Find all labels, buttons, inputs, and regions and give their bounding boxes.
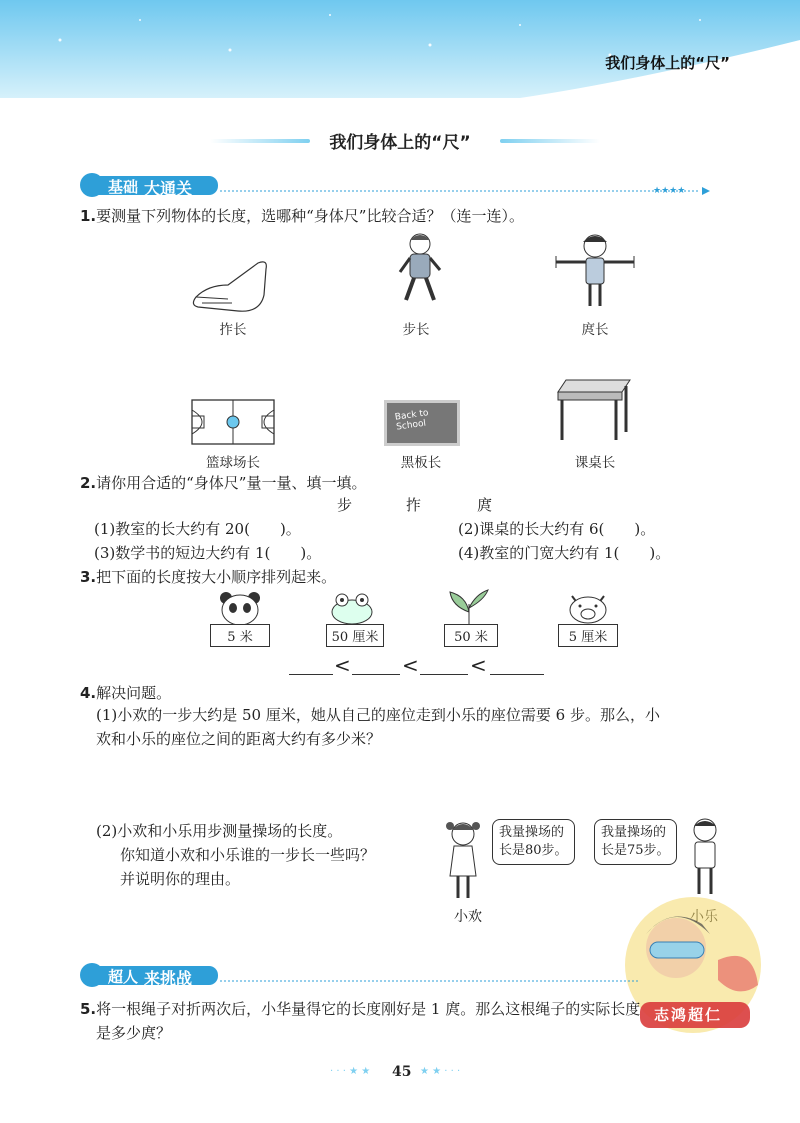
question-number: 4. (80, 684, 97, 702)
pig-icon (566, 592, 610, 624)
length-box-1: 5 米 (210, 624, 270, 647)
section-label-b: 来挑战 (144, 969, 193, 988)
frog-icon (328, 590, 376, 626)
less-than-1: < (334, 653, 351, 677)
fill-item-1: (1)教室的长大约有 20( )。 (94, 520, 301, 538)
option-armspan: 庹 (477, 496, 493, 514)
section-label-a: 超人 (108, 968, 139, 986)
blackboard-text: Back to (394, 408, 430, 423)
bubble-line: 我量操场的 (601, 825, 667, 840)
question-number: 5. (80, 1000, 97, 1018)
page-number: 45 (392, 1064, 412, 1080)
option-span: 拃 (406, 496, 422, 514)
footer-dots-right: ★ ★ · · · (420, 1066, 461, 1077)
bubble-line: 我量操场的 (499, 825, 565, 840)
q4-sub2-line3: 并说明你的理由。 (120, 870, 241, 888)
q4-sub2-line2: 你知道小欢和小乐谁的一步长一些吗？ (120, 846, 376, 864)
section-label-a: 基础 (108, 178, 139, 196)
question-2 (80, 472, 366, 494)
caption-desk: 课桌长 (574, 455, 616, 471)
caption-span: 拃长 (219, 322, 247, 338)
order-blank-2[interactable] (352, 674, 400, 675)
question-3 (80, 566, 336, 588)
sky-banner (0, 0, 800, 98)
caption-blackboard: 黑板长 (400, 455, 442, 471)
less-than-3: < (470, 653, 487, 677)
blackboard-text-2: School (395, 418, 427, 433)
speech-bubble-right (594, 819, 677, 865)
svg-text:★★★★: ★★★★ (653, 186, 686, 196)
walking-boy-image (390, 230, 450, 310)
order-blank-3[interactable] (420, 674, 468, 675)
speech-bubble-left (492, 819, 575, 865)
arms-spread-girl-image (552, 228, 638, 312)
caption-court: 篮球场长 (206, 455, 260, 471)
panda-icon (218, 590, 262, 626)
question-text: 把下面的长度按大小顺序排列起来。 (96, 568, 337, 586)
section-header-challenge (78, 963, 638, 987)
q4-sub2-line1: (2)小欢和小乐用步测量操场的长度。 (96, 822, 343, 840)
fill-item-2: (2)课桌的长大约有 6( )。 (458, 520, 656, 538)
blackboard-image (384, 400, 460, 446)
length-box-2: 50 厘米 (326, 624, 384, 647)
q4-sub1-line1: (1)小欢的一步大约是 50 厘米，她从自己的座位走到小乐的座位需要 6 步。那么，小 (96, 706, 660, 724)
page-header (0, 0, 800, 98)
section-header-basic (78, 173, 718, 197)
question-1 (80, 205, 524, 227)
name-xiaohuan: 小欢 (454, 909, 482, 925)
question-5 (80, 998, 640, 1020)
question-number: 1. (80, 207, 97, 225)
q4-sub1-line2: 欢和小乐的座位之间的距离大约有多少米？ (96, 730, 382, 748)
question-4 (80, 682, 171, 704)
caption-armspan: 庹长 (581, 322, 609, 338)
section-label-b: 大通关 (144, 179, 193, 198)
watermark-text: 志鸿超仁 (654, 1006, 723, 1024)
question-number: 2. (80, 474, 97, 492)
length-box-3: 50 米 (444, 624, 498, 647)
length-box-4: 5 厘米 (558, 624, 618, 647)
option-stride: 步 (337, 496, 353, 514)
bubble-line: 长是75步。 (601, 843, 670, 858)
less-than-2: < (402, 653, 419, 677)
question-text: 解决问题。 (96, 684, 172, 702)
caption-stride: 步长 (402, 322, 430, 338)
question-text: 将一根绳子对折两次后，小华量得它的长度刚好是 1 庹。那么这根绳子的实际长度 (96, 1000, 641, 1018)
fill-item-3: (3)数学书的短边大约有 1( )。 (94, 544, 322, 562)
girl-xiaohuan-image (440, 818, 486, 902)
plant-icon (446, 588, 492, 626)
running-title: 我们身体上的“尺” (605, 54, 730, 72)
bubble-line: 长是80步。 (499, 843, 568, 858)
order-blank-4[interactable] (490, 674, 544, 675)
question-number: 3. (80, 568, 97, 586)
hand-span-image (188, 255, 278, 315)
question-text: 请你用合适的“身体尺”量一量、填一填。 (96, 474, 367, 492)
footer-dots-left: · · · ★ ★ (330, 1066, 371, 1077)
order-blank-1[interactable] (289, 674, 333, 675)
desk-image (556, 378, 632, 442)
basketball-court-image (190, 398, 276, 446)
page-title: 我们身体上的“尺” (329, 133, 471, 153)
question-text: 要测量下列物体的长度，选哪种“身体尺”比较合适？（连一连）。 (96, 207, 524, 225)
question-5-line2: 是多少庹？ (96, 1024, 172, 1042)
fill-item-4: (4)教室的门宽大约有 1( )。 (458, 544, 671, 562)
boy-xiaole-image (682, 814, 728, 898)
